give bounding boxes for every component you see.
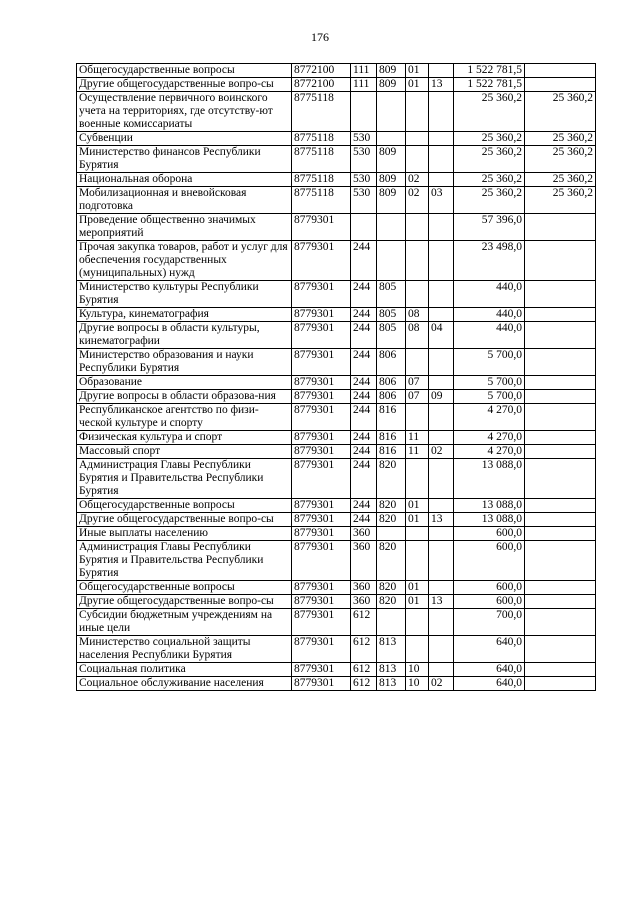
cell-section [406, 527, 429, 541]
cell-expense-type: 360 [351, 581, 377, 595]
cell-name: Другие общегосударственные вопро-сы [77, 513, 292, 527]
cell-amount-2 [525, 64, 596, 78]
cell-admin-code: 816 [377, 431, 406, 445]
budget-table-body [77, 64, 596, 691]
cell-expense-type: 530 [351, 146, 377, 173]
cell-name: Физическая культура и спорт [77, 431, 292, 445]
cell-amount-1: 25 360,2 [454, 187, 525, 214]
cell-target-article: 8779301 [292, 404, 351, 431]
cell-amount-1: 57 396,0 [454, 214, 525, 241]
cell-target-article: 8779301 [292, 595, 351, 609]
cell-amount-2 [525, 663, 596, 677]
cell-target-article: 8779301 [292, 445, 351, 459]
cell-amount-1: 700,0 [454, 609, 525, 636]
cell-target-article: 8779301 [292, 499, 351, 513]
cell-admin-code [377, 241, 406, 281]
cell-amount-2 [525, 78, 596, 92]
table-row [77, 132, 596, 146]
cell-amount-2 [525, 390, 596, 404]
cell-amount-2 [525, 281, 596, 308]
cell-subsection: 03 [429, 187, 454, 214]
cell-target-article: 8772100 [292, 78, 351, 92]
cell-subsection [429, 376, 454, 390]
cell-section [406, 146, 429, 173]
table-row [77, 78, 596, 92]
cell-subsection: 04 [429, 322, 454, 349]
cell-expense-type: 244 [351, 459, 377, 499]
table-row [77, 609, 596, 636]
table-row [77, 322, 596, 349]
cell-amount-1: 23 498,0 [454, 241, 525, 281]
cell-amount-1: 13 088,0 [454, 513, 525, 527]
cell-subsection: 02 [429, 677, 454, 691]
cell-subsection [429, 581, 454, 595]
cell-target-article: 8779301 [292, 459, 351, 499]
table-row [77, 445, 596, 459]
cell-target-article: 8775118 [292, 187, 351, 214]
table-row [77, 595, 596, 609]
cell-amount-2: 25 360,2 [525, 132, 596, 146]
cell-amount-1: 25 360,2 [454, 146, 525, 173]
cell-amount-1: 25 360,2 [454, 132, 525, 146]
cell-amount-2 [525, 541, 596, 581]
cell-name: Социальная политика [77, 663, 292, 677]
cell-amount-1: 4 270,0 [454, 431, 525, 445]
cell-admin-code [377, 527, 406, 541]
cell-subsection [429, 146, 454, 173]
cell-subsection [429, 663, 454, 677]
cell-name: Национальная оборона [77, 173, 292, 187]
table-row [77, 513, 596, 527]
cell-name: Общегосударственные вопросы [77, 499, 292, 513]
cell-admin-code: 816 [377, 404, 406, 431]
cell-admin-code: 806 [377, 376, 406, 390]
cell-subsection [429, 404, 454, 431]
cell-admin-code: 820 [377, 499, 406, 513]
cell-admin-code: 816 [377, 445, 406, 459]
cell-section [406, 281, 429, 308]
table-row [77, 527, 596, 541]
cell-expense-type: 244 [351, 390, 377, 404]
cell-subsection [429, 636, 454, 663]
cell-section [406, 214, 429, 241]
cell-amount-2 [525, 308, 596, 322]
cell-amount-1: 5 700,0 [454, 349, 525, 376]
table-row [77, 349, 596, 376]
cell-name: Администрация Главы Республики Бурятия и Правительства Республики Бурятия [77, 541, 292, 581]
cell-amount-1: 440,0 [454, 281, 525, 308]
cell-amount-1: 5 700,0 [454, 390, 525, 404]
cell-section [406, 609, 429, 636]
cell-expense-type: 244 [351, 322, 377, 349]
cell-amount-1: 13 088,0 [454, 499, 525, 513]
cell-amount-1: 600,0 [454, 541, 525, 581]
cell-name: Прочая закупка товаров, работ и услуг для обеспечения государственных (муниципальных) нужд [77, 241, 292, 281]
cell-section: 01 [406, 78, 429, 92]
page-number: 176 [311, 30, 329, 44]
cell-section: 01 [406, 499, 429, 513]
cell-name: Мобилизационная и вневойсковая подготовка [77, 187, 292, 214]
cell-admin-code: 813 [377, 663, 406, 677]
table-row [77, 308, 596, 322]
cell-section: 08 [406, 308, 429, 322]
cell-expense-type: 244 [351, 499, 377, 513]
cell-target-article: 8779301 [292, 390, 351, 404]
cell-subsection: 13 [429, 595, 454, 609]
cell-admin-code: 809 [377, 173, 406, 187]
cell-subsection: 13 [429, 513, 454, 527]
cell-target-article: 8779301 [292, 663, 351, 677]
cell-admin-code: 813 [377, 677, 406, 691]
table-row [77, 146, 596, 173]
cell-name: Администрация Главы Республики Бурятия и Правительства Республики Бурятия [77, 459, 292, 499]
cell-section: 07 [406, 376, 429, 390]
cell-admin-code: 805 [377, 322, 406, 349]
cell-admin-code [377, 132, 406, 146]
cell-admin-code: 805 [377, 308, 406, 322]
table-row [77, 64, 596, 78]
cell-name: Министерство культуры Республики Бурятия [77, 281, 292, 308]
cell-target-article: 8779301 [292, 308, 351, 322]
cell-name: Образование [77, 376, 292, 390]
table-row [77, 581, 596, 595]
table-row [77, 92, 596, 132]
cell-section [406, 132, 429, 146]
cell-target-article: 8779301 [292, 541, 351, 581]
cell-subsection [429, 241, 454, 281]
cell-name: Другие вопросы в области образова-ния [77, 390, 292, 404]
cell-amount-2 [525, 459, 596, 499]
cell-admin-code: 809 [377, 187, 406, 214]
cell-expense-type: 612 [351, 609, 377, 636]
cell-section [406, 636, 429, 663]
budget-table [76, 63, 596, 691]
cell-name: Общегосударственные вопросы [77, 581, 292, 595]
cell-admin-code: 809 [377, 146, 406, 173]
cell-target-article: 8779301 [292, 349, 351, 376]
cell-section [406, 404, 429, 431]
cell-amount-2 [525, 322, 596, 349]
cell-admin-code [377, 609, 406, 636]
cell-admin-code: 813 [377, 636, 406, 663]
cell-amount-2: 25 360,2 [525, 173, 596, 187]
cell-target-article: 8772100 [292, 64, 351, 78]
table-row [77, 187, 596, 214]
cell-amount-1: 640,0 [454, 677, 525, 691]
cell-amount-1: 1 522 781,5 [454, 78, 525, 92]
cell-amount-1: 1 522 781,5 [454, 64, 525, 78]
cell-section: 08 [406, 322, 429, 349]
cell-name: Социальное обслуживание населения [77, 677, 292, 691]
cell-section [406, 92, 429, 132]
cell-subsection [429, 92, 454, 132]
cell-section [406, 541, 429, 581]
cell-section [406, 459, 429, 499]
cell-amount-1: 13 088,0 [454, 459, 525, 499]
cell-admin-code: 806 [377, 390, 406, 404]
cell-section [406, 241, 429, 281]
cell-amount-1: 4 270,0 [454, 445, 525, 459]
cell-name: Субвенции [77, 132, 292, 146]
cell-section: 10 [406, 677, 429, 691]
cell-expense-type: 111 [351, 78, 377, 92]
cell-expense-type: 244 [351, 349, 377, 376]
cell-target-article: 8775118 [292, 132, 351, 146]
cell-expense-type: 530 [351, 173, 377, 187]
cell-amount-2: 25 360,2 [525, 92, 596, 132]
cell-amount-2 [525, 376, 596, 390]
cell-admin-code: 806 [377, 349, 406, 376]
cell-amount-2 [525, 241, 596, 281]
cell-name: Осуществление первичного воинского учета на территориях, где отсутству-ют военные комиссариаты [77, 92, 292, 132]
cell-name: Министерство финансов Республики Бурятия [77, 146, 292, 173]
cell-target-article: 8779301 [292, 376, 351, 390]
cell-name: Культура, кинематография [77, 308, 292, 322]
cell-section: 01 [406, 64, 429, 78]
cell-amount-1: 5 700,0 [454, 376, 525, 390]
cell-amount-1: 25 360,2 [454, 173, 525, 187]
cell-amount-2 [525, 214, 596, 241]
cell-expense-type: 244 [351, 513, 377, 527]
cell-name: Иные выплаты населению [77, 527, 292, 541]
cell-name: Республиканское агентство по физи-ческой культуре и спорту [77, 404, 292, 431]
table-row [77, 390, 596, 404]
table-row [77, 677, 596, 691]
cell-amount-1: 640,0 [454, 636, 525, 663]
cell-section [406, 349, 429, 376]
cell-expense-type: 612 [351, 636, 377, 663]
cell-amount-2 [525, 609, 596, 636]
cell-subsection [429, 609, 454, 636]
cell-name: Проведение общественно значимых мероприятий [77, 214, 292, 241]
cell-subsection [429, 459, 454, 499]
cell-subsection [429, 173, 454, 187]
cell-expense-type: 360 [351, 541, 377, 581]
table-row [77, 459, 596, 499]
cell-section: 11 [406, 431, 429, 445]
cell-section: 10 [406, 663, 429, 677]
cell-amount-1: 440,0 [454, 322, 525, 349]
cell-expense-type: 612 [351, 677, 377, 691]
cell-expense-type: 244 [351, 431, 377, 445]
cell-subsection [429, 281, 454, 308]
cell-amount-2 [525, 404, 596, 431]
cell-amount-1: 25 360,2 [454, 92, 525, 132]
cell-name: Другие вопросы в области культуры, кинематографии [77, 322, 292, 349]
cell-section: 11 [406, 445, 429, 459]
cell-admin-code: 820 [377, 513, 406, 527]
cell-subsection [429, 541, 454, 581]
cell-expense-type: 244 [351, 241, 377, 281]
cell-target-article: 8779301 [292, 677, 351, 691]
cell-admin-code: 820 [377, 541, 406, 581]
cell-amount-2 [525, 431, 596, 445]
cell-amount-1: 600,0 [454, 527, 525, 541]
cell-subsection [429, 214, 454, 241]
cell-expense-type: 360 [351, 527, 377, 541]
cell-target-article: 8775118 [292, 173, 351, 187]
cell-admin-code: 809 [377, 64, 406, 78]
cell-subsection [429, 527, 454, 541]
cell-section: 02 [406, 173, 429, 187]
cell-section: 02 [406, 187, 429, 214]
cell-expense-type: 111 [351, 64, 377, 78]
table-row [77, 636, 596, 663]
cell-target-article: 8779301 [292, 636, 351, 663]
cell-subsection [429, 499, 454, 513]
cell-expense-type: 530 [351, 132, 377, 146]
table-row [77, 663, 596, 677]
cell-target-article: 8779301 [292, 241, 351, 281]
cell-amount-2 [525, 445, 596, 459]
cell-name: Другие общегосударственные вопро-сы [77, 595, 292, 609]
cell-subsection [429, 349, 454, 376]
table-row [77, 499, 596, 513]
cell-subsection: 09 [429, 390, 454, 404]
cell-admin-code: 809 [377, 78, 406, 92]
cell-expense-type: 244 [351, 404, 377, 431]
cell-amount-1: 440,0 [454, 308, 525, 322]
cell-target-article: 8779301 [292, 322, 351, 349]
cell-name: Другие общегосударственные вопро-сы [77, 78, 292, 92]
cell-subsection [429, 431, 454, 445]
cell-subsection [429, 64, 454, 78]
table-row [77, 376, 596, 390]
cell-admin-code: 820 [377, 595, 406, 609]
cell-amount-2 [525, 499, 596, 513]
table-row [77, 541, 596, 581]
table-row [77, 241, 596, 281]
cell-name: Субсидии бюджетным учреждениям на иные цели [77, 609, 292, 636]
cell-target-article: 8775118 [292, 92, 351, 132]
cell-expense-type: 530 [351, 187, 377, 214]
cell-section: 01 [406, 595, 429, 609]
cell-expense-type: 360 [351, 595, 377, 609]
cell-expense-type: 612 [351, 663, 377, 677]
cell-admin-code: 805 [377, 281, 406, 308]
cell-amount-2 [525, 513, 596, 527]
cell-target-article: 8779301 [292, 527, 351, 541]
cell-admin-code [377, 92, 406, 132]
cell-amount-1: 640,0 [454, 663, 525, 677]
cell-name: Массовый спорт [77, 445, 292, 459]
cell-target-article: 8779301 [292, 214, 351, 241]
cell-amount-2 [525, 636, 596, 663]
cell-name: Министерство социальной защиты населения Республики Бурятия [77, 636, 292, 663]
cell-amount-2 [525, 349, 596, 376]
cell-section: 01 [406, 513, 429, 527]
cell-amount-2: 25 360,2 [525, 187, 596, 214]
cell-amount-2 [525, 595, 596, 609]
cell-target-article: 8775118 [292, 146, 351, 173]
cell-admin-code [377, 214, 406, 241]
cell-amount-2 [525, 581, 596, 595]
cell-admin-code: 820 [377, 581, 406, 595]
cell-target-article: 8779301 [292, 431, 351, 445]
cell-name: Общегосударственные вопросы [77, 64, 292, 78]
cell-target-article: 8779301 [292, 281, 351, 308]
cell-target-article: 8779301 [292, 581, 351, 595]
cell-expense-type: 244 [351, 281, 377, 308]
table-row [77, 281, 596, 308]
table-row [77, 431, 596, 445]
cell-amount-2 [525, 677, 596, 691]
cell-expense-type [351, 214, 377, 241]
cell-target-article: 8779301 [292, 609, 351, 636]
cell-name: Министерство образования и науки Республики Бурятия [77, 349, 292, 376]
cell-admin-code: 820 [377, 459, 406, 499]
cell-subsection: 13 [429, 78, 454, 92]
cell-expense-type: 244 [351, 308, 377, 322]
cell-expense-type [351, 92, 377, 132]
cell-section: 07 [406, 390, 429, 404]
cell-amount-2: 25 360,2 [525, 146, 596, 173]
cell-amount-2 [525, 527, 596, 541]
cell-subsection [429, 308, 454, 322]
cell-amount-1: 600,0 [454, 595, 525, 609]
table-row [77, 404, 596, 431]
cell-subsection: 02 [429, 445, 454, 459]
cell-expense-type: 244 [351, 445, 377, 459]
cell-amount-1: 600,0 [454, 581, 525, 595]
cell-section: 01 [406, 581, 429, 595]
cell-expense-type: 244 [351, 376, 377, 390]
table-row [77, 214, 596, 241]
table-row [77, 173, 596, 187]
cell-subsection [429, 132, 454, 146]
cell-target-article: 8779301 [292, 513, 351, 527]
cell-amount-1: 4 270,0 [454, 404, 525, 431]
